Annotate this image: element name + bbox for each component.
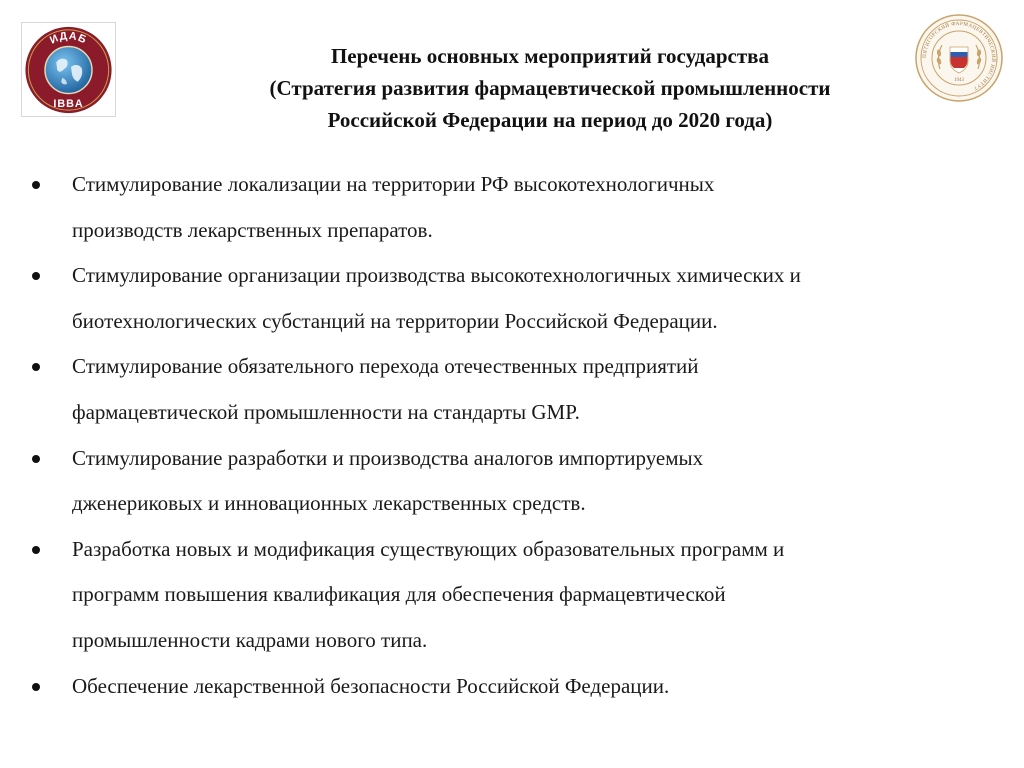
list-item	[28, 162, 988, 253]
idab-logo	[21, 22, 116, 117]
list-item-line: Разработка новых и модификация существующих образовательных программ и	[72, 536, 785, 561]
bullet-icon	[32, 363, 40, 371]
list-item	[28, 664, 988, 710]
title-line-3: Российской Федерации на период до 2020 года)	[327, 108, 773, 132]
list-item-line: фармацевтической промышленности на стандарты GMP.	[72, 399, 580, 424]
bullet-icon	[32, 455, 40, 463]
list-item-line: Стимулирование организации производства высокотехнологичных химических и	[72, 263, 801, 288]
idab-top-text: ИДАБ	[48, 29, 89, 47]
bullet-icon	[32, 683, 40, 691]
list-item-line: Обеспечение лекарственной безопасности Российской Федерации.	[72, 673, 670, 698]
list-item-line: Стимулирование локализации на территории РФ высокотехнологичных	[72, 172, 715, 196]
list-item	[28, 527, 988, 664]
seal-year: 1943	[954, 78, 964, 83]
seal-ring-text: ПЯТИГОРСКИЙ ФАРМАЦЕВТИЧЕСКИЙ ИНСТИТУТ	[921, 20, 997, 92]
bullet-icon	[32, 546, 40, 554]
title-line-1: Перечень основных мероприятий государства	[330, 44, 770, 68]
title-line-2: (Стратегия развития фармацевтической промышленности	[269, 76, 831, 100]
measures-list	[28, 162, 988, 709]
idab-bottom-text: IBBA	[53, 98, 84, 111]
bullet-icon	[32, 181, 40, 189]
bullet-icon	[32, 272, 40, 280]
list-item-line: программ повышения квалификация для обеспечения фармацевтической	[72, 582, 726, 607]
list-item-line: дженериковых и инновационных лекарственных средств.	[72, 491, 586, 516]
list-item-line: биотехнологических субстанций на территории Российской Федерации.	[72, 308, 718, 333]
list-item	[28, 436, 988, 527]
slide-title	[160, 40, 940, 136]
list-item-line: Стимулирование разработки и производства аналогов импортируемых	[72, 445, 704, 470]
list-item	[28, 344, 988, 435]
list-item-line: производств лекарственных препаратов.	[72, 217, 433, 242]
list-item-line: промышленности кадрами нового типа.	[72, 627, 428, 652]
idab-emblem-icon	[22, 23, 115, 116]
list-item-line: Стимулирование обязательного перехода отечественных предприятий	[72, 354, 699, 379]
list-item	[28, 253, 988, 344]
